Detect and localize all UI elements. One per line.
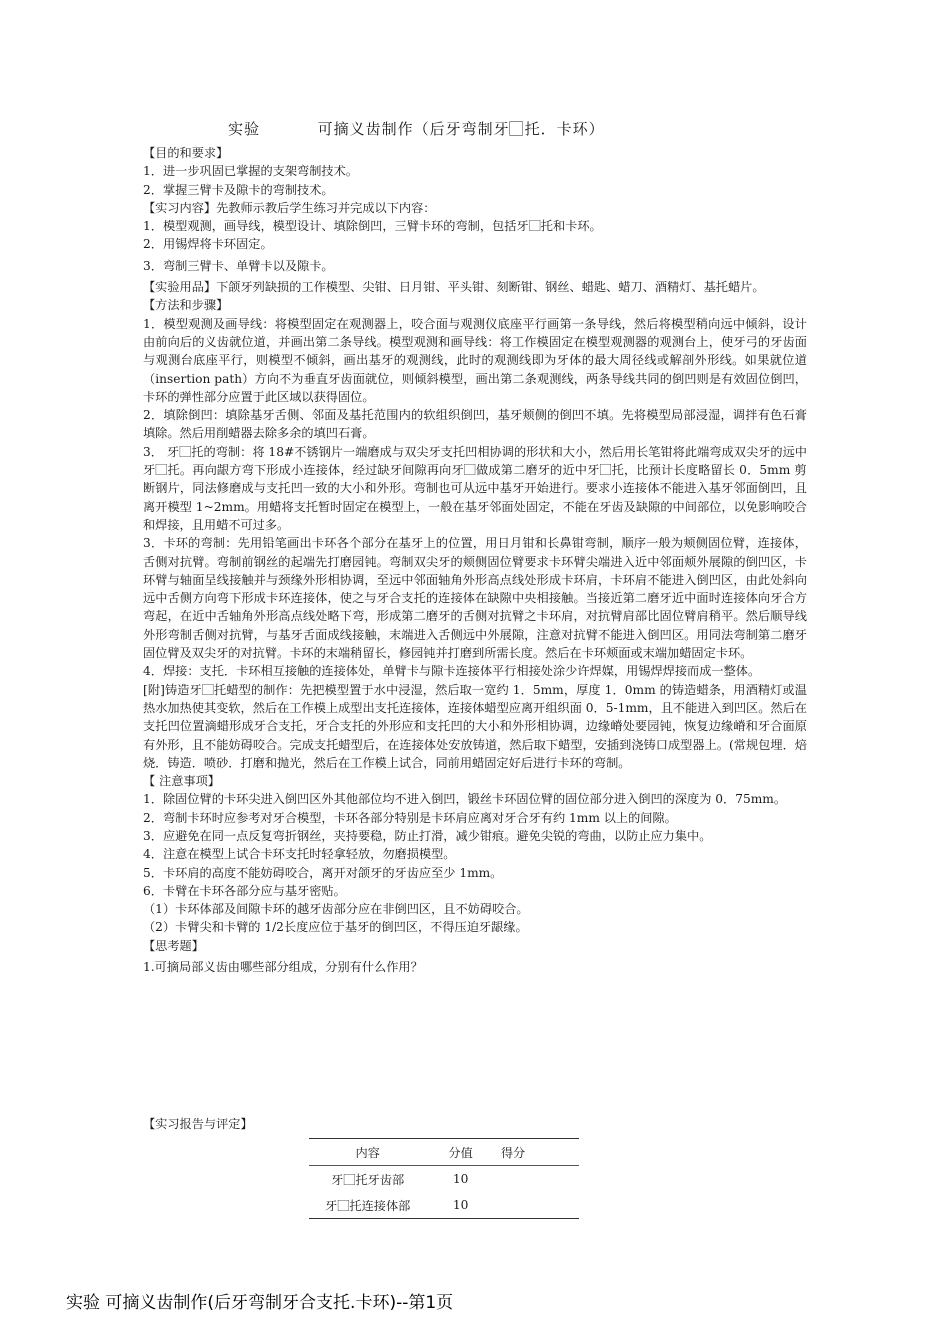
paragraph: （1）卡环体部及间隙卡环的越牙齿部分应在非倒凹区，且不妨碍咬合。: [143, 902, 529, 917]
paragraph: 1．模型观测及画导线：将模型固定在观测器上，咬合面与观测仪底座平行画第一条导线，然后将模型稍向远中倾斜，设计由前向后的义齿就位道，并画出第二条导线。模型观测和画导线：将工作模固定在模型观测器的观测台上，使牙弓的牙齿面与观测台底座平行，则模型不倾斜，画出基牙的观测线，此时的观测线即为牙体的最大周径线或解剖外形线。如果就位道（insertion path）方向不为垂直牙齿面就位，则倾斜模型，画出第二条观测线，两条导线共同的倒凹则是有效固位倒凹，卡环的弹性部分应置于此区域以获得固位。: [143, 316, 807, 404]
paragraph: 2．弯制卡环时应参考对牙合模型，卡环各部分特别是卡环肩应离对牙合牙有约 1mm 以上的间隙。: [143, 810, 677, 825]
score-table: [309, 1138, 579, 1219]
table-cell: 10: [426, 1192, 494, 1219]
paragraph: （2）卡臂尖和卡臂的 1/2长度应位于基牙的倒凹区，不得压迫牙龈缘。: [143, 920, 528, 935]
document-body: [143, 144, 807, 976]
paragraph: 5．卡环肩的高度不能妨碍咬合，离开对颌牙的牙齿应至少 1mm。: [143, 865, 503, 880]
table-header: 分值: [426, 1139, 494, 1166]
section-heading-notes: 【 注意事项】: [143, 774, 220, 789]
paragraph: 2．用锡焊将卡环固定。: [143, 237, 273, 252]
table-cell: 牙⃞托牙齿部: [331, 1172, 405, 1187]
paragraph: 1.可摘局部义齿由哪些部分组成，分别有什么作用？: [143, 960, 423, 975]
page-footer: 实验 可摘义齿制作(后牙弯制牙合支托.卡环)--第1页: [66, 1293, 454, 1313]
paragraph: 4．焊接：支托．卡环相互接触的连接体处，单臂卡与隙卡连接体平行相接处涂少许焊媒，用锡焊焊接而成一整体。: [143, 664, 761, 679]
paragraph: 1．除固位臂的卡环尖进入倒凹区外其他部位均不进入倒凹，锻丝卡环固位臂的固位部分进入倒凹的深度为 0．75mm。: [143, 792, 787, 807]
paragraph: 4．注意在模型上试合卡环支托时轻拿轻放，勿磨损模型。: [143, 847, 456, 862]
paragraph: 3． 牙⃞托的弯制：将 18#不锈钢片一端磨成与双尖牙支托凹相协调的形状和大小，然后用长笔钳将此端弯成双尖牙的远中牙⃞托。再向龈方弯下形成小连接体，经过缺牙间隙再向牙⃞做成第二磨牙的近中牙⃞托，比预计长度略留长 0．5mm 剪断钢片，同法修磨成与支托凹一致的大小和外形。弯制也可从远中基牙开始进行。要求小连接体不能进入基牙邻面倒凹，且离开模型 1~2mm。用蜡将支托暂时固定在模型上，一般在基牙邻面处固定，不能在牙齿及缺隙的中间部位，以免影响咬合和焊接，且用蜡不可过多。: [143, 444, 807, 532]
paragraph: 2．填除倒凹：填除基牙舌侧、邻面及基托范围内的软组织倒凹，基牙颊侧的倒凹不填。先将模型局部浸湿，调拌有色石膏填除。然后用削蜡器去除多余的填凹石膏。: [143, 408, 807, 441]
paragraph: 3．应避免在同一点反复弯折钢丝，夹持要稳，防止打滑，减少钳痕。避免尖锐的弯曲，以防止应力集中。: [143, 828, 712, 843]
paragraph: 2．掌握三臂卡及隙卡的弯制技术。: [143, 182, 334, 197]
section-heading-content: 【实习内容】先教师示教后学生练习并完成以下内容：: [143, 200, 436, 215]
paragraph: 6．卡臂在卡环各部分应与基牙密贴。: [143, 883, 346, 898]
section-heading-materials: 【实验用品】下颌牙列缺损的工作模型、尖钳、日月钳、平头钳、刻断钳、钢丝、蜡匙、蜡刀、酒精灯、基托蜡片。: [143, 280, 765, 295]
document-title: 实验 可摘义齿制作（后牙弯制牙⃞托．卡环）: [228, 120, 605, 138]
section-heading-methods: 【方法和步骤】: [143, 298, 229, 313]
table-cell: [495, 1192, 579, 1219]
table-row: [309, 1192, 579, 1219]
table-cell: 10: [452, 1172, 469, 1186]
table-row: [309, 1166, 579, 1193]
section-heading-objectives: 【目的和要求】: [143, 146, 229, 160]
paragraph: 3．弯制三臂卡、单臂卡以及隙卡。: [143, 258, 334, 273]
table-header: 内容: [309, 1139, 426, 1166]
section-heading-questions: 【思考题】: [143, 938, 204, 953]
table-header-row: [309, 1139, 579, 1166]
paragraph: 1．进一步巩固已掌握的支架弯制技术。: [143, 164, 358, 179]
paragraph: [附]铸造牙⃞托蜡型的制作：先把模型置于水中浸湿，然后取一宽约 1．5mm，厚度 1．0mm 的铸造蜡条，用酒精灯或温热水加热使其变软，然后在工作模上成型出支托连接体，连接体蜡型应离开组织面 0．5-1mm，且不能进入到凹区。然后在支托凹位置滴蜡形成牙合支托，牙合支托的外形应和支托凹的大小和外形相协调，边缘嵴处要园钝，恢复边缘嵴和牙合面原有外形，且不能妨碍咬合。完成支托蜡型后，在连接体处安放铸道，然后取下蜡型，安插到浇铸口成型器上。(常规包埋．焙烧．铸造．喷砂．打磨和抛光，然后在工作模上试合，同前用蜡固定好后进行卡环的弯制。: [143, 682, 807, 770]
paragraph: 3．卡环的弯制：先用铅笔画出卡环各个部分在基牙上的位置，用日月钳和长鼻钳弯制，顺序一般为颊侧固位臂，连接体，舌侧对抗臂。弯制前钢丝的起端先打磨园钝。弯制双尖牙的颊侧固位臂要求卡环臂尖端进入近中邻面颊外展隙的倒凹区，卡环臂与轴面呈线接触并与颈缘外形相协调，至远中邻面轴角外形高点线处形成卡环肩，卡环肩不能进入倒凹区，由此处斜向远中舌侧方向弯下形成卡环连接体，使之与牙合支托的连接体在缺隙中央相接触。当接近第二磨牙近中面时连接体向牙合方弯起，在近中舌轴角外形高点线处略下弯，形成第二磨牙的舌侧对抗臂之卡环肩，对抗臂肩部比固位臂肩稍平。然后顺导线外形弯制舌侧对抗臂，与基牙舌面成线接触，末端进入舌侧远中外展隙，注意对抗臂不能进入倒凹区。用同法弯制第二磨牙固位臂及双尖牙的对抗臂。卡环的末端稍留长，修园钝并打磨到所需长度。然后在卡环颊面或末端加蜡固定卡环。: [143, 536, 807, 661]
table-cell: 牙⃞托连接体部: [309, 1192, 426, 1219]
table-cell: [495, 1166, 579, 1193]
section-heading-report: 【实习报告与评定】: [143, 1117, 253, 1131]
paragraph: 1．模型观测，画导线，模型设计、填除倒凹，三臂卡环的弯制，包括牙⃞托和卡环。: [143, 219, 602, 234]
table-header: 得分: [495, 1139, 579, 1166]
